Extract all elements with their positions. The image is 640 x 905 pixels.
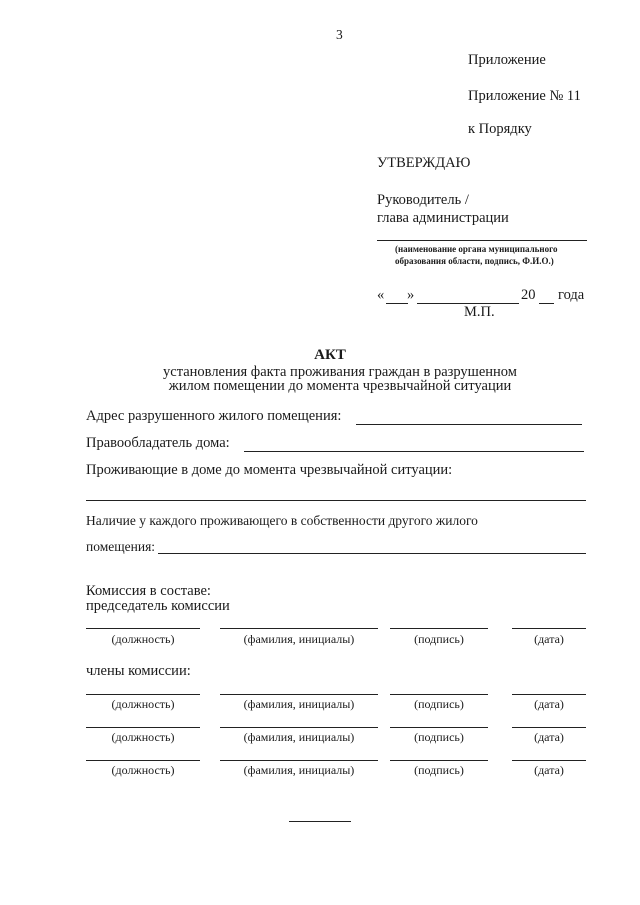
chair-date-caption: (дата) <box>534 632 564 646</box>
other-housing-input[interactable] <box>158 553 586 554</box>
member-date-field[interactable] <box>512 727 586 728</box>
member-signature-field[interactable] <box>390 694 488 695</box>
address-input[interactable] <box>356 424 582 425</box>
commission-intro: Комиссия в составе: <box>86 583 211 599</box>
year-prefix: 20 <box>521 287 536 303</box>
year-suffix: года <box>558 287 585 303</box>
member-position-field[interactable] <box>86 760 200 761</box>
owner-label: Правообладатель дома: <box>86 435 230 451</box>
residents-input[interactable] <box>86 500 586 501</box>
year-field[interactable] <box>539 303 554 304</box>
address-label: Адрес разрушенного жилого помещения: <box>86 408 342 424</box>
date-day-field[interactable] <box>386 303 408 304</box>
chair-date-field[interactable] <box>512 628 586 629</box>
document-subtitle-line1: установления факта проживания граждан в разрушенном <box>163 364 517 380</box>
owner-input[interactable] <box>244 451 584 452</box>
member-date-caption: (дата) <box>534 730 564 744</box>
date-open-quote: « <box>377 287 385 303</box>
appendix-label: Приложение <box>468 52 546 68</box>
approver-role-line2: глава администрации <box>377 210 509 226</box>
member-signature-caption: (подпись) <box>414 763 464 777</box>
member-date-caption: (дата) <box>534 697 564 711</box>
commission-members-label: члены комиссии: <box>86 663 191 679</box>
other-housing-label-line2: помещения: <box>86 539 156 554</box>
chair-position-field[interactable] <box>86 628 200 629</box>
order-reference: к Порядку <box>468 121 532 137</box>
chair-signature-field[interactable] <box>390 628 488 629</box>
member-name-caption: (фамилия, инициалы) <box>243 763 355 777</box>
document-subtitle-line2: жилом помещении до момента чрезвычайной ситуации <box>168 378 512 394</box>
member-name-caption: (фамилия, инициалы) <box>243 730 355 744</box>
member-position-field[interactable] <box>86 694 200 695</box>
approver-caption-line1: (наименование органа муниципального <box>395 244 558 254</box>
member-position-field[interactable] <box>86 727 200 728</box>
member-name-caption: (фамилия, инициалы) <box>243 697 355 711</box>
other-housing-label-line1: Наличие у каждого проживающего в собственности другого жилого <box>86 513 478 528</box>
member-position-caption: (должность) <box>111 763 175 777</box>
approver-role-line1: Руководитель / <box>377 192 469 208</box>
document-title: АКТ <box>314 347 346 363</box>
chair-signature-caption: (подпись) <box>414 632 464 646</box>
chair-name-caption: (фамилия, инициалы) <box>243 632 355 646</box>
member-position-caption: (должность) <box>111 730 175 744</box>
stamp-place: М.П. <box>464 304 495 320</box>
member-date-caption: (дата) <box>534 763 564 777</box>
chair-name-field[interactable] <box>220 628 378 629</box>
approver-signature-line[interactable] <box>377 240 587 241</box>
approver-caption-line2: образования области, подпись, Ф.И.О.) <box>395 256 554 266</box>
commission-chair-label: председатель комиссии <box>86 598 230 614</box>
member-signature-field[interactable] <box>390 760 488 761</box>
member-signature-caption: (подпись) <box>414 697 464 711</box>
chair-position-caption: (должность) <box>111 632 175 646</box>
member-signature-field[interactable] <box>390 727 488 728</box>
approval-heading: УТВЕРЖДАЮ <box>377 155 471 171</box>
appendix-number: Приложение № 11 <box>468 88 581 104</box>
member-date-field[interactable] <box>512 760 586 761</box>
member-name-field[interactable] <box>220 760 378 761</box>
date-close-quote: » <box>407 287 415 303</box>
closing-separator <box>289 821 351 822</box>
member-signature-caption: (подпись) <box>414 730 464 744</box>
member-date-field[interactable] <box>512 694 586 695</box>
member-name-field[interactable] <box>220 694 378 695</box>
member-name-field[interactable] <box>220 727 378 728</box>
page-number: 3 <box>336 27 343 42</box>
residents-label: Проживающие в доме до момента чрезвычайной ситуации: <box>86 462 453 478</box>
member-position-caption: (должность) <box>111 697 175 711</box>
